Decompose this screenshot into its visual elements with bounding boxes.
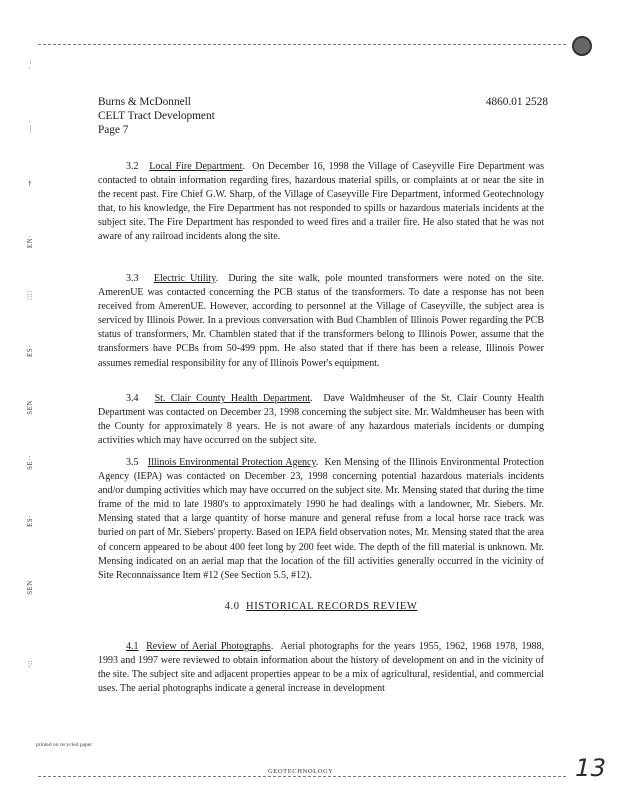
paragraph-text: Aerial photographs for the years 1955, 1962, 1968 1978, 1988, 1993 and 1997 were reviewed to obtain information about the history of development on and in the vicinity of the site. The subject site and adjacent properties appear to be a mix of agricultural, residential, and commercial uses. The aerial photographs indicate a general increase in development — [98, 641, 545, 695]
margin-mark: · – — [26, 60, 34, 70]
paragraph-number: 4.1 — [126, 641, 139, 652]
paragraph-text: During the site walk, pole mounted transformers were noted on the site. AmerenUE was contacted concerning the PCB status of the transformers. To date a response has not been received from AmerenUE. However, according to personnel at the Village of Caseyville, the subject area is serviced by Illinois Power. In a previous conversation with Bud Chamblen of Illinois Power regarding the PCB status of transformers, Mr. Chamblen stated that if the transformers belong to Illinois Power, assume that the transformers have PCBs from 50-499 ppm. He also stated that if there has been a release, Illinois Power assumes remedial responsibility for any of Illinois Power's equipment. — [98, 273, 545, 369]
margin-mark: ·:: — [26, 660, 34, 668]
paragraph-number: 3.2 — [126, 161, 139, 172]
paragraph-title: Illinois Environmental Protection Agency — [147, 457, 316, 468]
bottom-scan-rule — [38, 776, 566, 777]
margin-mark: ES· — [26, 515, 34, 527]
footer-stamp: GEOTECHNOLOGY — [268, 768, 334, 775]
letter-header — [98, 95, 548, 137]
margin-mark: SEN — [26, 400, 34, 415]
paragraph-3-4: 3.4 St. Clair County Health Department. Dave Waldmheuser of the St. Clair County Health Department was contacted on December 23, 1998 concerning the subject site. Mr. Waldmheuser has been with the County for approximately 8 years. He is not aware of any hazardous materials incidents or dumping activities which may have occurred on the subject site. — [98, 393, 545, 447]
margin-mark: SE·· — [26, 455, 34, 470]
page-label: Page 7 — [98, 124, 129, 136]
margin-mark: ES· — [26, 345, 34, 357]
paragraph-text: Ken Mensing of the Illinois Environmental Protection Agency (IEPA) was contacted on December 23, 1998 concerning potential hazardous materials incidents and/or dumping activities which may have occurred on the subject site. Mr. Mensing stated that during the time frame of the mid to late 1980's to approximately 1990 he had dealings with a landowner, Mr. Siebers. Mr. Mensing stated that a large quantity of horse manure and general refuse from a local horse race track was buried on part of Mr. Siebers' property. Based on IEPA field observation notes, Mr. Mensing stated that the area of concern appeared to be about 400 feet long by 200 feet wide. The depth of the fill material is unknown. Mr. Mensing indicated on an aerial map that the location of the fill activities generally occurred in the vicinity of Site Reconnaissance Item #12 (See Section 5.5, #12). — [98, 457, 545, 581]
section-heading — [98, 601, 544, 612]
project-name: CELT Tract Development — [98, 110, 215, 122]
paragraph-title: Review of Aerial Photographs — [146, 641, 271, 652]
paragraph-text: On December 16, 1998 the Village of Caseyville Fire Department was contacted to obtain information regarding fires, hazardous material spills, or complaints at or near the site in the recent past. Fire Chief G.W. Sharp, of the Village of Caseyville Fire Department, informed Geotechnology that, to his knowledge, the Fire Department has not responded to spills or hazardous materials incidents at the subject site. The Fire Department has responded to weed fires and a trailer fire. He also stated that he was not aware of any railroad incidents along the site. — [98, 161, 544, 243]
paragraph-text: Dave Waldmheuser of the St. Clair County Health Department was contacted on December 23, 1998 concerning the subject site. Mr. Waldmheuser has been with the County for approximately 8 years. He is not aware of any hazardous materials incidents or dumping activities which may have occurred on the subject site. — [98, 393, 545, 447]
company-name: Burns & McDonnell — [98, 96, 191, 108]
margin-mark: — · — [26, 120, 34, 133]
recycled-paper-note — [36, 742, 92, 748]
paragraph-title: Electric Utility — [153, 273, 216, 284]
paragraph-title: St. Clair County Health Department — [154, 393, 311, 404]
margin-mark: SEN — [26, 580, 34, 595]
project-reference-number: 4860.01 2528 — [485, 96, 548, 108]
recycled-paper-text: printed on recycled paper — [36, 742, 93, 748]
top-scan-rule — [38, 44, 566, 45]
paragraph-4-1: 4.1 Review of Aerial Photographs. Aerial photographs for the years 1955, 1962, 1968 1978, 1988, 1993 and 1997 were reviewed to obtain information about the history of development on and in the vicinity of the site. The subject site and adjacent properties appear to be a mix of agricultural, residential, and commercial uses. The aerial photographs indicate a general increase in development — [98, 641, 545, 695]
paragraph-3-5: 3.5 Illinois Environmental Protection Agency. Ken Mensing of the Illinois Environmental Protection Agency (IEPA) was contacted on December 23, 1998 concerning potential hazardous materials incidents and/or dumping activities which may have occurred on the subject site. Mr. Mensing stated that during the time frame of the mid to late 1980's to approximately 1990 he had dealings with a landowner, Mr. Siebers. Mr. Mensing stated that a large quantity of horse manure and general refuse from a local horse race track was buried on part of Mr. Siebers' property. Based on IEPA field observation notes, Mr. Mensing stated that the area of concern appeared to be about 400 feet long by 200 feet wide. The depth of the fill material is unknown. Mr. Mensing indicated on an aerial map that the location of the fill activities generally occurred in the vicinity of Site Reconnaissance Item #12 (See Section 5.5, #12). — [98, 457, 545, 581]
left-margin-marks — [26, 60, 44, 760]
margin-mark: ∷∷ — [26, 290, 34, 300]
corner-logo-icon — [572, 36, 592, 56]
section-title: HISTORICAL RECORDS REVIEW — [246, 601, 418, 612]
paragraph-title: Local Fire Department — [149, 161, 243, 172]
margin-mark: EN· — [26, 235, 34, 249]
margin-mark: ⊸ — [26, 180, 34, 187]
handwritten-page-number: 13 — [572, 754, 609, 782]
section-number: 4.0 — [224, 601, 240, 612]
paragraph-number: 3.3 — [126, 273, 139, 284]
paragraph-number: 3.4 — [126, 393, 139, 404]
paragraph-3-2: 3.2 Local Fire Department. On December 16, 1998 the Village of Caseyville Fire Department was contacted to obtain information regarding fires, hazardous material spills, or complaints at or near the site in the recent past. Fire Chief G.W. Sharp, of the Village of Caseyville Fire Department, informed Geotechnology that, to his knowledge, the Fire Department has not responded to spills or hazardous materials incidents at the subject site. The Fire Department has responded to weed fires and a trailer fire. He also stated that he was not aware of any railroad incidents along the site. — [98, 161, 544, 243]
paragraph-3-3: 3.3 Electric Utility. During the site walk, pole mounted transformers were noted on the site. AmerenUE was contacted concerning the PCB status of the transformers. To date a response has not been received from AmerenUE. However, according to personnel at the Village of Caseyville, the subject area is serviced by Illinois Power. In a previous conversation with Bud Chamblen of Illinois Power regarding the PCB status of transformers, Mr. Chamblen stated that if the transformers belong to Illinois Power, assume that the transformers have PCBs from 50-499 ppm. He also stated that if there has been a release, Illinois Power assumes remedial responsibility for any of Illinois Power's equipment. — [98, 273, 545, 369]
paragraph-number: 3.5 — [126, 457, 139, 468]
